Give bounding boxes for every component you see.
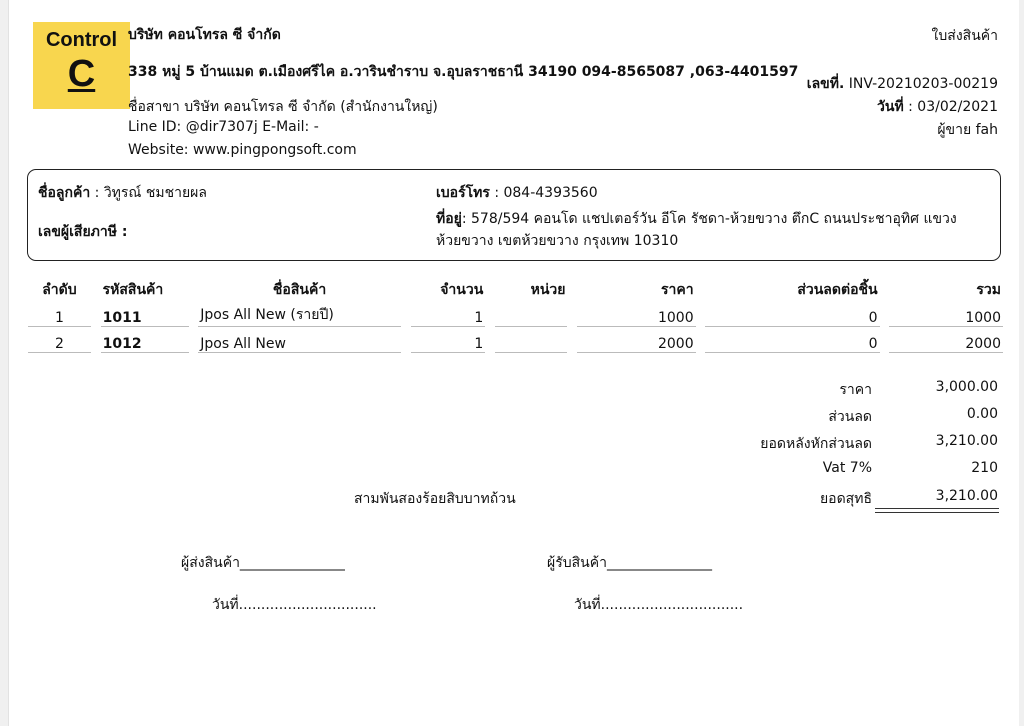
table-row <box>28 301 1003 327</box>
header-code: รหัสสินค้า <box>102 282 164 298</box>
customer-phone <box>436 182 598 204</box>
summary-vat-label: Vat 7% <box>822 460 872 476</box>
summary-after-discount-label: ยอดหลังหักส่วนลด <box>760 436 872 452</box>
customer-phone-value: : 084-4393560 <box>494 185 598 201</box>
customer-box <box>27 169 1001 261</box>
header-discount-per-item: ส่วนลดต่อชิ้น <box>797 282 878 298</box>
summary-net-label: ยอดสุทธิ <box>819 491 872 507</box>
net-double-underline <box>875 508 999 513</box>
company-address: 338 หมู่ 5 บ้านแมด ต.เมืองศรีไค อ.วารินชำราบ จ.อุบลราชธานี 34190 094-8565087 ,063-4401597 <box>128 64 799 80</box>
company-line-email: Line ID: @dir7307j E-Mail: - <box>128 119 319 135</box>
customer-address-label: ที่อยู่ <box>436 211 462 227</box>
company-branch: ชื่อสาขา บริษัท คอนโทรล ซี จำกัด (สำนักงานใหญ่) <box>128 99 438 115</box>
customer-address-value: : 578/594 คอนโด แชปเตอร์วัน อีโค รัชดา-ห้วยขวาง ตึกC ถนนประชาอุทิศ แขวงห้วยขวาง เขตห้วยขวาง กรุงเทพ 10310 <box>436 211 957 249</box>
logo-letter: C <box>67 53 96 95</box>
invoice-number-value: INV-20210203-00219 <box>848 76 998 92</box>
cell-product-name: Jpos All New (รายปี) <box>198 301 401 327</box>
summary-price-value: 3,000.00 <box>935 379 998 395</box>
receiver-date: วันที่................................ <box>574 597 744 613</box>
cell-code: 1012 <box>101 327 189 353</box>
sender-date: วันที่............................... <box>212 597 377 613</box>
cell-total: 2000 <box>889 327 1003 353</box>
logo-word: Control <box>45 29 118 51</box>
header-quantity: จำนวน <box>440 282 484 298</box>
customer-tax-id-label: เลขผู้เสียภาษี : <box>38 224 128 240</box>
header-unit: หน่วย <box>530 282 566 298</box>
items-table <box>28 279 1003 353</box>
invoice-number <box>807 73 998 95</box>
invoice-date-value: : 03/02/2021 <box>908 99 998 115</box>
summary-price-label: ราคา <box>839 382 872 398</box>
receiver-signature: ผู้รับสินค้า_______________ <box>547 555 712 571</box>
customer-phone-label: เบอร์โทร <box>436 185 490 201</box>
summary-vat-value: 210 <box>971 460 998 476</box>
cell-price: 1000 <box>577 301 695 327</box>
company-website: Website: www.pingpongsoft.com <box>128 142 357 158</box>
cell-product-name: Jpos All New <box>198 327 401 353</box>
summary-net-value: 3,210.00 <box>935 488 998 504</box>
cell-unit <box>495 327 567 353</box>
seller-name: ผู้ขาย fah <box>937 122 998 138</box>
company-logo <box>33 22 130 109</box>
invoice-page <box>8 0 1019 726</box>
header-total: รวม <box>976 282 1001 298</box>
summary-discount-label: ส่วนลด <box>828 409 872 425</box>
table-row <box>28 327 1003 353</box>
sender-signature: ผู้ส่งสินค้า_______________ <box>181 555 345 571</box>
header-product-name: ชื่อสินค้า <box>272 282 327 298</box>
document-title: ใบส่งสินค้า <box>931 28 998 44</box>
cell-index: 2 <box>28 327 91 353</box>
summary-discount-value: 0.00 <box>966 406 998 422</box>
customer-name <box>38 182 207 204</box>
cell-quantity: 1 <box>411 327 486 353</box>
cell-discount: 0 <box>705 327 879 353</box>
customer-address <box>436 208 996 252</box>
header-index: ลำดับ <box>42 282 77 298</box>
cell-quantity: 1 <box>411 301 486 327</box>
cell-discount: 0 <box>705 301 879 327</box>
cell-total: 1000 <box>889 301 1003 327</box>
cell-price: 2000 <box>577 327 695 353</box>
cell-index: 1 <box>28 301 91 327</box>
amount-in-words: สามพันสองร้อยสิบบาทถ้วน <box>354 491 516 507</box>
header-price: ราคา <box>661 282 694 298</box>
cell-code: 1011 <box>101 301 189 327</box>
customer-name-value: : วิทูรณ์ ชมชายผล <box>94 185 207 201</box>
invoice-date <box>877 96 998 118</box>
customer-name-label: ชื่อลูกค้า <box>38 185 91 201</box>
company-name: บริษัท คอนโทรล ซี จำกัด <box>128 27 281 43</box>
cell-unit <box>495 301 567 327</box>
summary-after-discount-value: 3,210.00 <box>935 433 998 449</box>
table-header <box>28 279 1003 301</box>
invoice-number-label: เลขที่. <box>806 76 845 92</box>
invoice-date-label: วันที่ <box>877 99 904 115</box>
